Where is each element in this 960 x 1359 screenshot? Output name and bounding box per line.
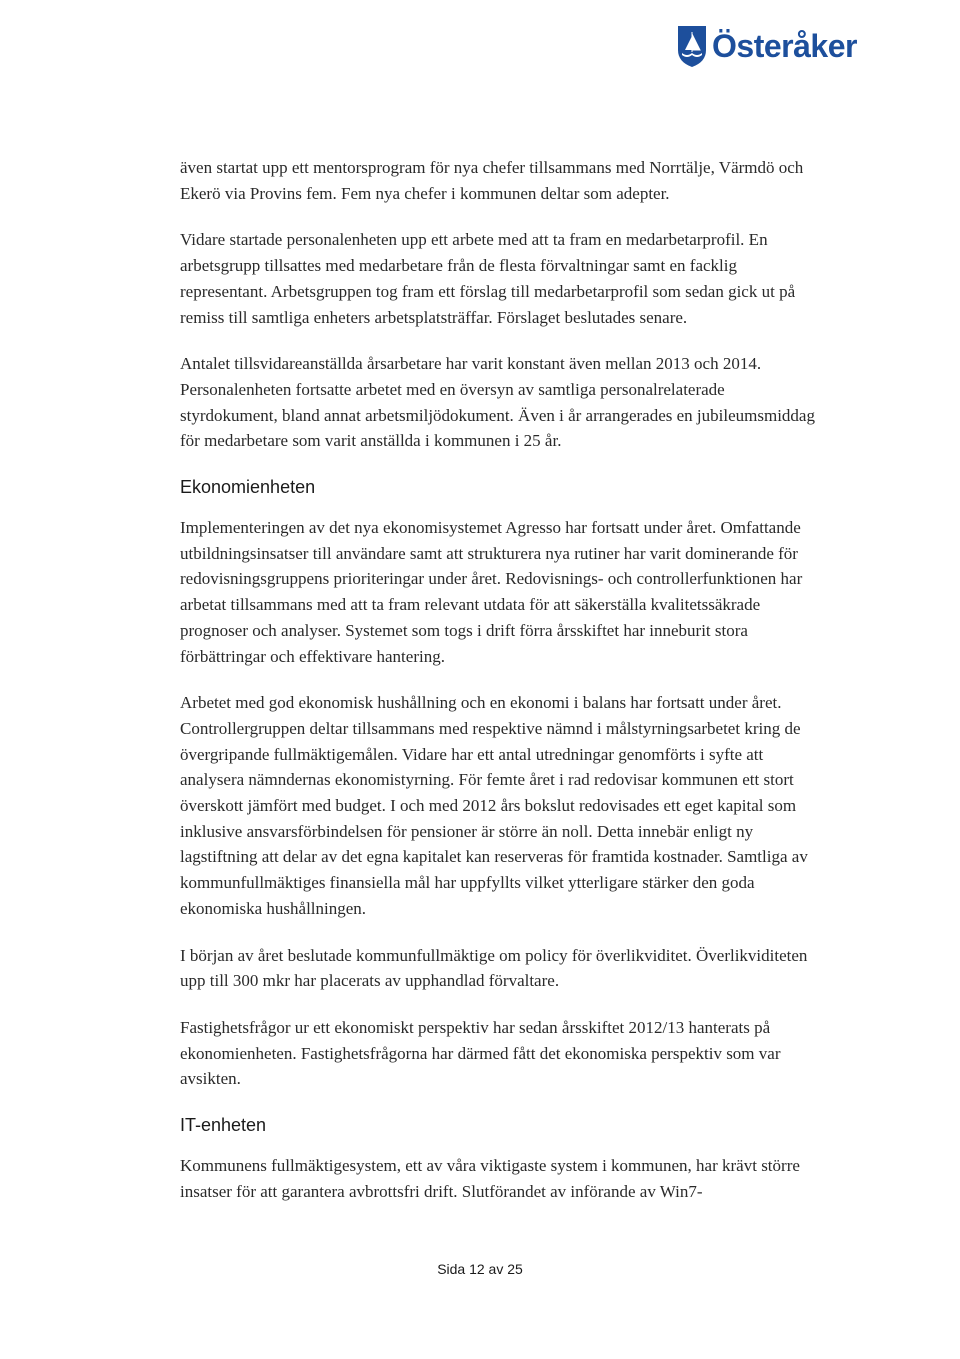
page-number: Sida 12 av 25 — [437, 1261, 523, 1277]
paragraph-arsarbetare: Antalet tillsvidareanställda årsarbetare har varit konstant även mellan 2013 och 2014. Personalenheten fortsatte arbetet med en översyn av samtliga personalrelaterade styrdokument, bland annat arbetsmiljödokument. Även i år arrangerades en jubileumsmiddag för medarbetare som varit anställda i kommunen i 25 år. — [180, 354, 815, 451]
section-heading-it-enheten: IT-enheten — [180, 1115, 267, 1136]
paragraph-mentorsprogram: även startat upp ett mentorsprogram för nya chefer tillsammans med Norrtälje, Värmdö och Ekerö via Provins fem. Fem nya chefer i kommunen deltar som adepter. — [180, 158, 804, 203]
osteraker-crest-icon — [676, 24, 708, 68]
paragraph-hushallning: Arbetet med god ekonomisk hushållning och en ekonomi i balans har fortsatt under året. Controllergruppen deltar tillsammans med respektive nämnd i målstyrningsarbetet kring de övergripande fullmäktigemålen. Vidare har ett antal utredningar genomförts i syfte att analysera nämndernas ekonomistyrning. För femte året i rad redovisar kommunen ett stort överskott jämfört med budget. I och med 2012 års bokslut redovisades ett eget kapital som inklusive ansvarsförbindelsen för pensioner är större än noll. Detta innebär enligt ny lagstiftning att delar av det egna kapitalet kan reserveras för framtida kostnader. Samtliga av kommunfullmäktiges finansiella mål har uppfyllts vilket ytterligare stärker den goda ekonomiska hushållningen. — [180, 693, 808, 918]
header-logo — [676, 24, 857, 68]
paragraph-fullmaktigesystem: Kommunens fullmäktigesystem, ett av våra viktigaste system i kommunen, har krävt större insatser för att garantera avbrottsfri drift. Slutförandet av införande av Win7- — [180, 1156, 800, 1201]
paragraph-overlikviditet: I början av året beslutade kommunfullmäktige om policy för överlikviditet. Överlikviditeten upp till 300 mkr har placerats av upphandlad förvaltare. — [180, 945, 808, 991]
document-body — [180, 155, 816, 1226]
paragraph-agresso: Implementeringen av det nya ekonomisystemet Agresso har fortsatt under året. Omfattande utbildningsinsatser till användare samt att strukturera nya rutiner har varit dominerande för redovisningsgruppens prioriteringar under året. Redovisnings- och controllerfunktionen har arbetat tillsammans med att ta fram relevant utdata för att säkerställa kvalitetssäkrade prognoser och analyser. Systemet som togs i drift förra årsskiftet har inneburit stora förbättringar och effektivare hantering. — [180, 518, 803, 666]
logo-text: Österåker — [712, 28, 857, 64]
paragraph-medarbetarprofil: Vidare startade personalenheten upp ett arbete med att ta fram en medarbetarprofil. En arbetsgrupp tillsattes med medarbetare från de flesta förvaltningar samt en facklig representant. Arbetsgruppen tog fram ett förslag till medarbetarprofil som sedan gick ut på remiss till samtliga enheters arbetsplatsträffar. Förslaget beslutades senare. — [180, 230, 796, 327]
paragraph-fastighetsfragor: Fastighetsfrågor ur ett ekonomiskt perspektiv har sedan årsskiftet 2012/13 hanterats på ekonomienheten. Fastighetsfrågorna har därmed fått det ekonomiska perspektiv som var avsikten. — [180, 1017, 781, 1089]
section-heading-ekonomienheten: Ekonomienheten — [180, 477, 316, 498]
